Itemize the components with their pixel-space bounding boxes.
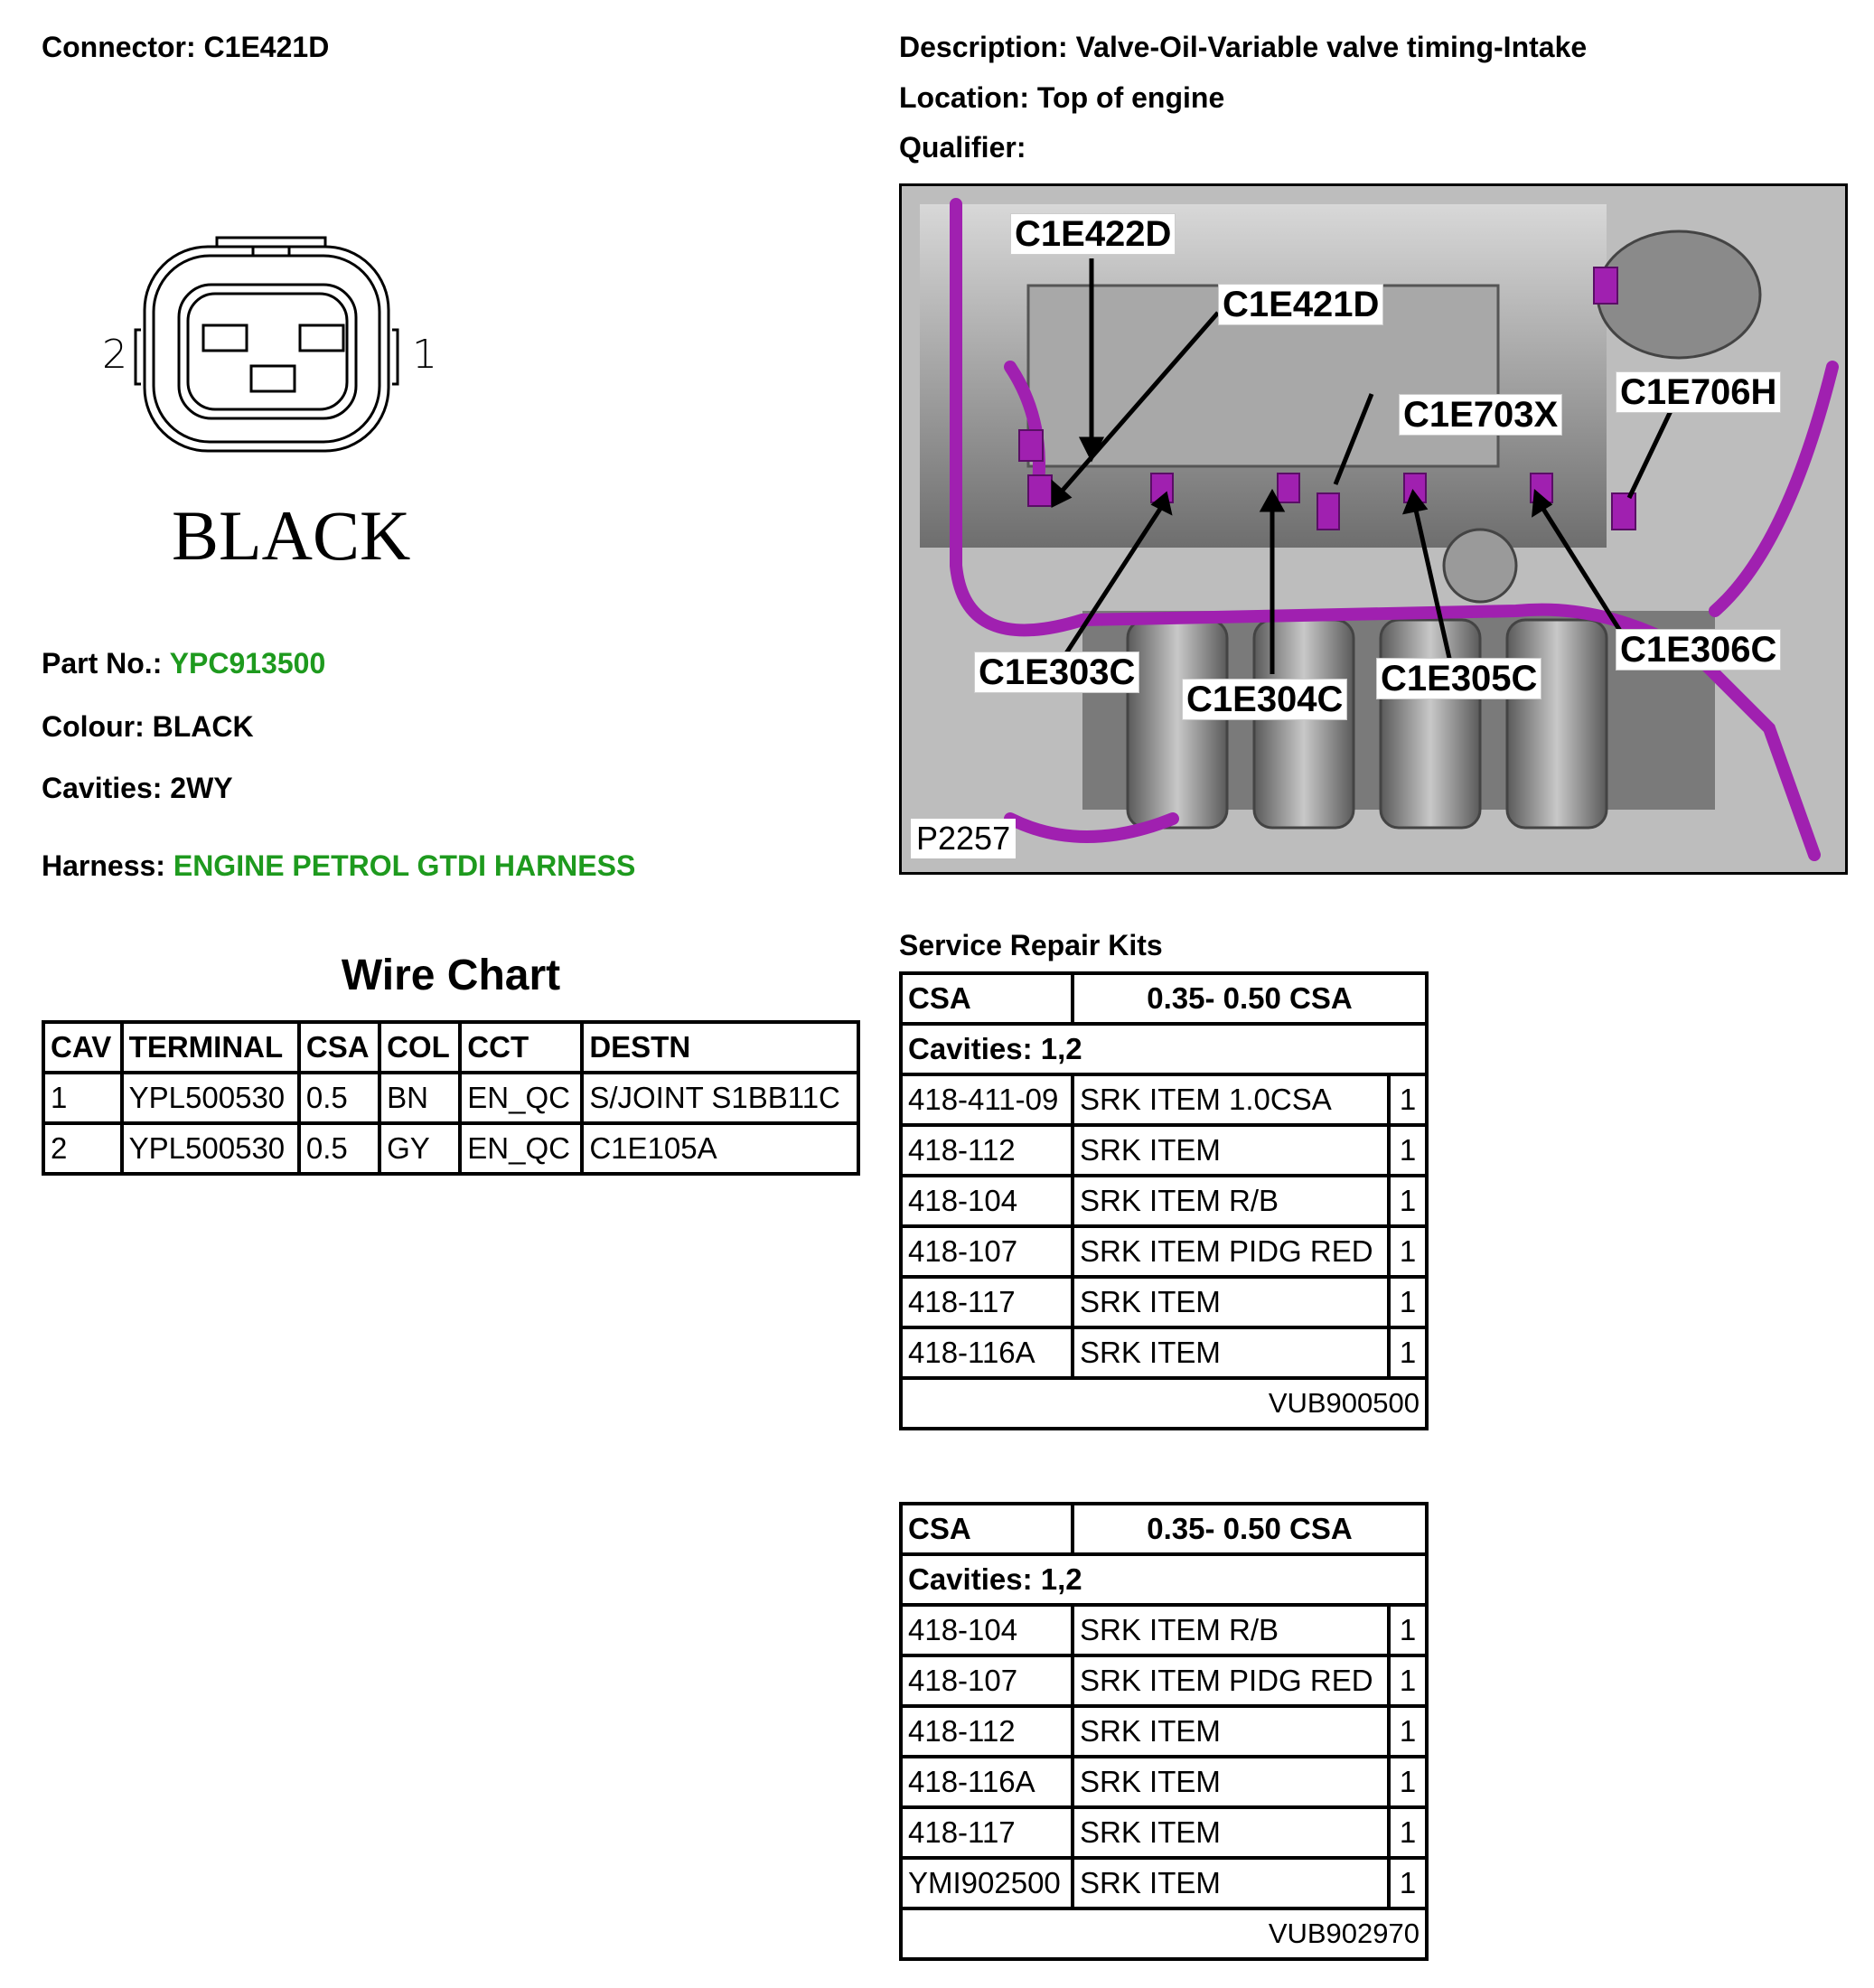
kit-cavities-row	[901, 1024, 1427, 1074]
kit-item-desc: SRK ITEM	[1073, 1327, 1389, 1378]
wire-chart-table	[42, 1020, 860, 1176]
kit-item-qty: 1	[1389, 1807, 1427, 1858]
colour-line	[42, 710, 254, 744]
kit-item-qty: 1	[1389, 1655, 1427, 1706]
kit-item-code: 418-117	[901, 1807, 1073, 1858]
kit-csa-value: 0.35- 0.50 CSA	[1073, 1504, 1427, 1554]
table-row	[901, 1176, 1427, 1226]
part-number-line	[42, 647, 325, 680]
pin-1-label: 1	[412, 332, 437, 378]
connector-colour-caption: BLACK	[172, 496, 411, 575]
kit-item-desc: SRK ITEM	[1073, 1858, 1389, 1908]
kit-item-qty: 1	[1389, 1327, 1427, 1378]
pin-2-label: 2	[102, 332, 127, 378]
kit-item-code: 418-112	[901, 1125, 1073, 1176]
cell-cct: EN_QC	[460, 1073, 582, 1123]
kit-number-row	[901, 1908, 1427, 1959]
harness-line	[42, 849, 635, 883]
kit-item-desc: SRK ITEM PIDG RED	[1073, 1226, 1389, 1277]
header-cct: CCT	[460, 1022, 582, 1073]
colour-value: BLACK	[152, 710, 254, 743]
callout-c1e305c: C1E305C	[1376, 658, 1541, 699]
cell-cav: 2	[43, 1123, 122, 1174]
wire-chart-title: Wire Chart	[341, 952, 561, 999]
table-row	[43, 1073, 858, 1123]
kit-item-code: 418-411-09	[901, 1074, 1073, 1125]
kit-item-code: 418-104	[901, 1176, 1073, 1226]
connector-face-icon	[99, 230, 443, 483]
kit-item-desc: SRK ITEM	[1073, 1125, 1389, 1176]
kit-number: VUB902970	[901, 1908, 1427, 1959]
kit-item-qty: 1	[1389, 1757, 1427, 1807]
kit-item-qty: 1	[1389, 1176, 1427, 1226]
kit-item-code: 418-116A	[901, 1327, 1073, 1378]
kit-number-row	[901, 1378, 1427, 1429]
service-kit-table-1	[899, 971, 1429, 1430]
cavities-line	[42, 772, 233, 805]
description-line	[899, 31, 1587, 64]
callout-c1e706h: C1E706H	[1616, 371, 1781, 413]
table-row	[901, 1807, 1427, 1858]
callout-c1e303c: C1E303C	[974, 652, 1139, 693]
kit-item-qty: 1	[1389, 1226, 1427, 1277]
wire-chart-header-row	[43, 1022, 858, 1073]
cell-terminal: YPL500530	[122, 1073, 299, 1123]
header-terminal: TERMINAL	[122, 1022, 299, 1073]
photo-reference: P2257	[911, 819, 1016, 858]
kit-item-desc: SRK ITEM	[1073, 1757, 1389, 1807]
table-row	[901, 1706, 1427, 1757]
location-label: Location:	[899, 81, 1029, 114]
qualifier-line	[899, 131, 1026, 164]
connector-heading	[42, 31, 329, 64]
cell-csa: 0.5	[299, 1123, 379, 1174]
table-row	[901, 1655, 1427, 1706]
cell-cav: 1	[43, 1073, 122, 1123]
kit-cavities: Cavities: 1,2	[901, 1554, 1427, 1605]
description-label: Description:	[899, 31, 1068, 63]
kit-item-code: 418-107	[901, 1226, 1073, 1277]
kit-cavities-row	[901, 1554, 1427, 1605]
qualifier-label: Qualifier:	[899, 131, 1026, 164]
part-number-label: Part No.:	[42, 647, 163, 680]
kit-item-desc: SRK ITEM	[1073, 1706, 1389, 1757]
callout-c1e304c: C1E304C	[1182, 679, 1347, 720]
table-row	[901, 1757, 1427, 1807]
harness-link[interactable]: ENGINE PETROL GTDI HARNESS	[173, 849, 636, 882]
kit-item-qty: 1	[1389, 1074, 1427, 1125]
callout-c1e421d: C1E421D	[1218, 284, 1383, 325]
callout-c1e306c: C1E306C	[1616, 629, 1781, 670]
cavities-value: 2WY	[170, 772, 233, 804]
connector-label: Connector:	[42, 31, 196, 63]
cell-col: BN	[379, 1073, 460, 1123]
kit-item-code: 418-107	[901, 1655, 1073, 1706]
connector-value: C1E421D	[203, 31, 330, 63]
header-csa: CSA	[299, 1022, 379, 1073]
cavities-label: Cavities:	[42, 772, 163, 804]
header-cav: CAV	[43, 1022, 122, 1073]
engine-location-photo	[899, 183, 1848, 875]
kit-item-code: 418-117	[901, 1277, 1073, 1327]
table-row	[901, 1074, 1427, 1125]
kit-item-qty: 1	[1389, 1706, 1427, 1757]
kit-cavities: Cavities: 1,2	[901, 1024, 1427, 1074]
description-value: Valve-Oil-Variable valve timing-Intake	[1075, 31, 1588, 63]
table-row	[901, 1858, 1427, 1908]
kit-csa-label: CSA	[901, 973, 1073, 1024]
kit-csa-value: 0.35- 0.50 CSA	[1073, 973, 1427, 1024]
callout-c1e422d: C1E422D	[1010, 213, 1176, 255]
kit-item-qty: 1	[1389, 1277, 1427, 1327]
table-row	[901, 1226, 1427, 1277]
cell-cct: EN_QC	[460, 1123, 582, 1174]
kit-item-code: YMI902500	[901, 1858, 1073, 1908]
table-row	[43, 1123, 858, 1174]
location-value: Top of engine	[1036, 81, 1225, 114]
part-number-link[interactable]: YPC913500	[169, 647, 326, 680]
location-line	[899, 81, 1224, 115]
kit-item-desc: SRK ITEM 1.0CSA	[1073, 1074, 1389, 1125]
kit-item-desc: SRK ITEM PIDG RED	[1073, 1655, 1389, 1706]
cell-destn: S/JOINT S1BB11C	[582, 1073, 858, 1123]
cell-terminal: YPL500530	[122, 1123, 299, 1174]
kit-csa-row	[901, 973, 1427, 1024]
connector-face-drawing	[99, 230, 443, 483]
header-destn: DESTN	[582, 1022, 858, 1073]
table-row	[901, 1125, 1427, 1176]
kit-item-code: 418-116A	[901, 1757, 1073, 1807]
cell-col: GY	[379, 1123, 460, 1174]
kit-item-qty: 1	[1389, 1858, 1427, 1908]
kit-number: VUB900500	[901, 1378, 1427, 1429]
cell-destn: C1E105A	[582, 1123, 858, 1174]
service-kit-table-2	[899, 1502, 1429, 1961]
table-row	[901, 1327, 1427, 1378]
table-row	[901, 1605, 1427, 1655]
colour-label: Colour:	[42, 710, 145, 743]
kit-csa-label: CSA	[901, 1504, 1073, 1554]
kit-item-desc: SRK ITEM	[1073, 1277, 1389, 1327]
kit-item-code: 418-104	[901, 1605, 1073, 1655]
callout-c1e703x: C1E703X	[1399, 394, 1562, 436]
kit-item-qty: 1	[1389, 1605, 1427, 1655]
header-col: COL	[379, 1022, 460, 1073]
service-kits-title: Service Repair Kits	[899, 929, 1163, 961]
table-row	[901, 1277, 1427, 1327]
kit-item-desc: SRK ITEM R/B	[1073, 1605, 1389, 1655]
kit-csa-row	[901, 1504, 1427, 1554]
harness-label: Harness:	[42, 849, 165, 882]
kit-item-desc: SRK ITEM	[1073, 1807, 1389, 1858]
cell-csa: 0.5	[299, 1073, 379, 1123]
kit-item-desc: SRK ITEM R/B	[1073, 1176, 1389, 1226]
kit-item-qty: 1	[1389, 1125, 1427, 1176]
kit-item-code: 418-112	[901, 1706, 1073, 1757]
